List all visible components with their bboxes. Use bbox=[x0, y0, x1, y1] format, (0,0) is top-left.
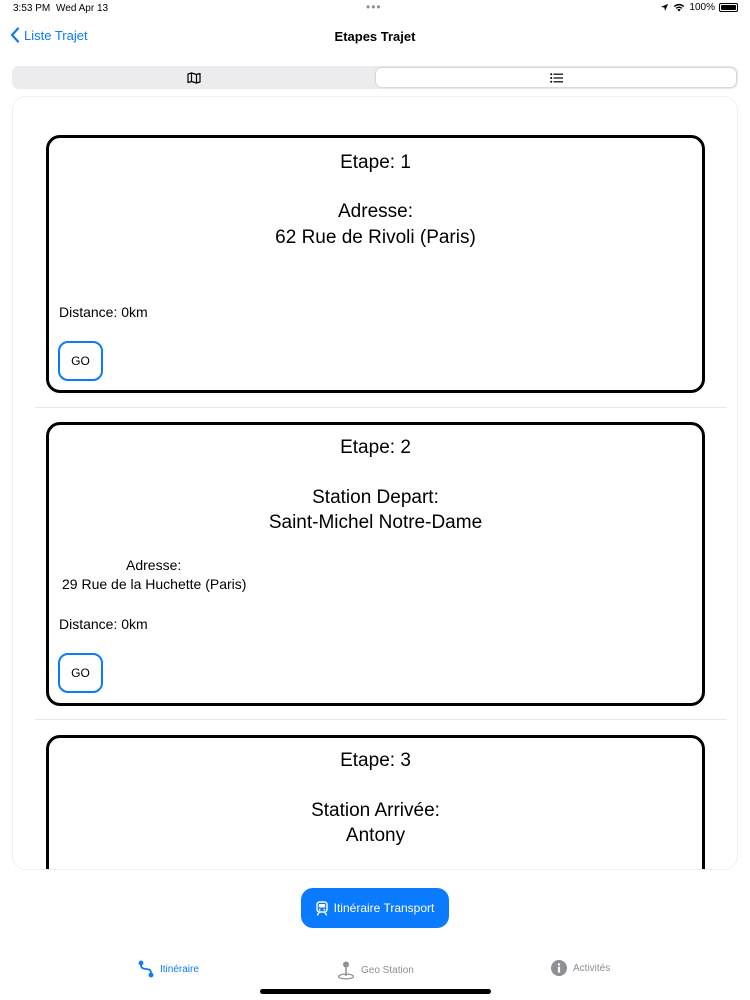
map-icon bbox=[187, 72, 201, 84]
tab-label: Geo Station bbox=[361, 964, 414, 976]
step-title: Etape: 3 bbox=[340, 750, 411, 771]
tab-label: Activités bbox=[573, 962, 611, 974]
wifi-icon bbox=[673, 3, 685, 12]
step-station-label: Station Depart: bbox=[312, 487, 439, 508]
status-date: Wed Apr 13 bbox=[56, 3, 109, 14]
segment-map[interactable] bbox=[14, 68, 374, 87]
location-arrow-icon bbox=[660, 3, 669, 12]
tab-geo-station[interactable] bbox=[337, 960, 414, 980]
step-address-value: 29 Rue de la Huchette (Paris) bbox=[62, 576, 247, 592]
step-title: Etape: 2 bbox=[340, 437, 411, 458]
status-bar bbox=[0, 0, 750, 18]
step-distance: Distance: 0km bbox=[59, 616, 148, 632]
go-button[interactable]: GO bbox=[58, 341, 103, 381]
step-title: Etape: 1 bbox=[340, 152, 411, 173]
step-address-value: 62 Rue de Rivoli (Paris) bbox=[275, 227, 476, 248]
segment-list[interactable] bbox=[376, 68, 736, 87]
route-icon bbox=[138, 960, 154, 978]
tab-activites[interactable] bbox=[551, 960, 610, 976]
step-station-value: Saint-Michel Notre-Dame bbox=[268, 512, 483, 533]
battery-icon bbox=[719, 3, 738, 12]
row-divider bbox=[35, 407, 727, 408]
steps-list[interactable] bbox=[12, 96, 738, 870]
page-title: Etapes Trajet bbox=[334, 29, 416, 44]
view-segmented-control bbox=[12, 66, 738, 89]
list-icon bbox=[550, 73, 563, 83]
train-icon bbox=[316, 901, 328, 916]
itineraire-transport-label: Itinéraire Transport bbox=[333, 901, 435, 915]
step-station-label: Station Arrivée: bbox=[311, 800, 440, 821]
step-card bbox=[46, 135, 705, 393]
tab-label: Itinéraire bbox=[160, 963, 199, 975]
step-address-label: Adresse: bbox=[338, 201, 413, 222]
step-address-label: Adresse: bbox=[126, 557, 182, 573]
home-indicator[interactable] bbox=[260, 989, 491, 994]
info-icon bbox=[551, 960, 567, 976]
step-card bbox=[46, 422, 705, 706]
step-distance: Distance: 0km bbox=[59, 304, 148, 320]
tab-itineraire[interactable] bbox=[138, 960, 199, 978]
battery-percent: 100% bbox=[689, 2, 715, 13]
itineraire-transport-button[interactable] bbox=[301, 888, 449, 928]
step-card bbox=[46, 735, 705, 870]
map-pin-icon bbox=[337, 960, 355, 980]
row-divider bbox=[35, 719, 727, 720]
back-label: Liste Trajet bbox=[24, 27, 88, 43]
multitasking-dots-icon[interactable]: ••• bbox=[366, 0, 382, 14]
status-indicators bbox=[660, 2, 738, 13]
go-button[interactable]: GO bbox=[58, 653, 103, 693]
step-station-value: Antony bbox=[345, 825, 406, 846]
status-time: 3:53 PM bbox=[13, 3, 51, 14]
